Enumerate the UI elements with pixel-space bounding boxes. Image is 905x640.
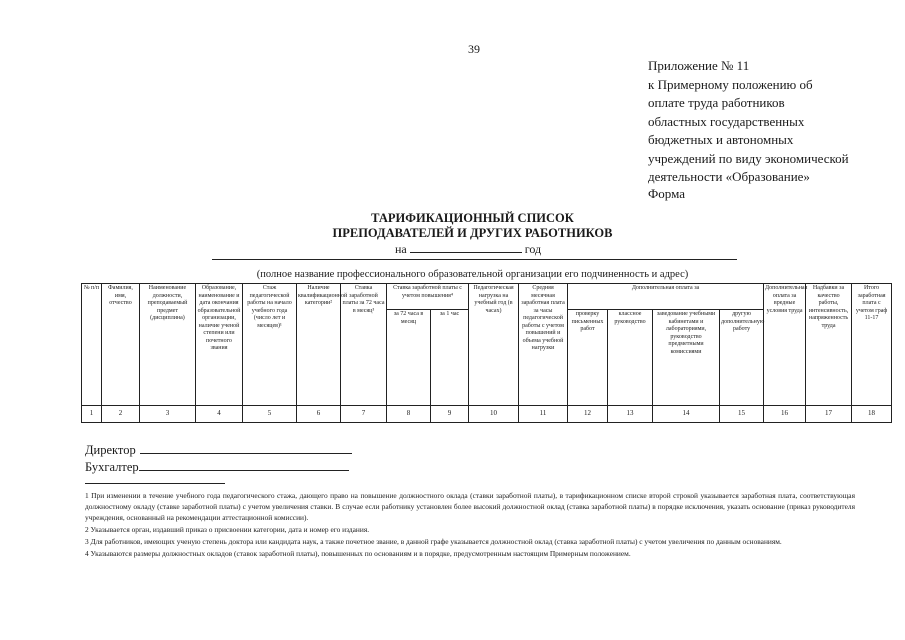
year-field	[395, 242, 541, 257]
header-col-9: за 1 час	[431, 310, 469, 406]
column-number: 6	[297, 406, 341, 423]
appendix-line: учреждений по виду экономической	[648, 150, 849, 166]
column-number: 10	[469, 406, 519, 423]
header-col-1: № п/п	[82, 284, 102, 406]
column-number: 14	[653, 406, 720, 423]
column-number: 5	[243, 406, 297, 423]
header-col-7: Ставка заработной платы за 72 часа в месяц³	[341, 284, 387, 406]
appendix-line: Приложение № 11	[648, 58, 750, 73]
header-col-14: заведование учебными кабинетами и лабораториями, руководство предметными комиссиями	[653, 310, 720, 406]
director-label: Директор	[85, 443, 136, 457]
header-col-2: Фамилия, имя, отчество	[102, 284, 140, 406]
header-col-6: Наличие квалификационной категории²	[297, 284, 341, 406]
header-col-3: Наименование должности, преподаваемый предмет (дисциплина)	[140, 284, 196, 406]
header-col-18: Итого заработная плата с учетом граф 11-17	[852, 284, 892, 406]
column-number: 16	[764, 406, 806, 423]
form-label: Форма	[648, 186, 685, 201]
appendix-line: оплате труда работников	[648, 95, 785, 110]
year-prefix: на	[395, 242, 407, 256]
header-col-11: Средняя месячная заработная плата за часы педагогической работы с учетом повышений и объема учебной нагрузки	[519, 284, 568, 406]
column-number: 3	[140, 406, 196, 423]
column-number: 12	[568, 406, 608, 423]
org-name-line	[212, 259, 737, 260]
footnotes	[85, 490, 855, 559]
footnote-1: 1 При изменении в течение учебного года педагогического стажа, дающего право на повышение должностного оклада (ставки заработной платы), в тарификационном списке второй строкой указывается заработная плата, соответствующая должностному окладу (ставке заработной платы) с учетом увеличения ставки. В случае если работнику установлен более высокий должностной оклад (ставка заработной платы) в порядке исключения, указать основание (приказ руководителя учреждения, основанный на рекомендации аттестационной комиссии).	[85, 491, 855, 523]
accountant-signature-line	[139, 459, 349, 471]
header-col-8-9-group: Ставка заработной платы с учетом повышения⁴	[387, 284, 469, 310]
column-number: 11	[519, 406, 568, 423]
column-number: 8	[387, 406, 431, 423]
column-number: 7	[341, 406, 387, 423]
appendix-line: деятельности «Образование»	[648, 169, 810, 184]
page-number: 39	[468, 42, 480, 56]
column-number: 15	[720, 406, 764, 423]
appendix-line: бюджетных и автономных	[648, 132, 794, 147]
director-signature-row	[85, 442, 352, 459]
footnote-2: 2 Указывается орган, издавший приказ о присвоении категории, дата и номер его издания.	[85, 525, 370, 535]
header-col-5: Стаж педагогической работы на начало учебного года (число лет и месяцев)¹	[243, 284, 297, 406]
signature-block	[85, 442, 352, 476]
appendix-heading	[648, 57, 898, 187]
document-title-line1: ТАРИФИКАЦИОННЫЙ СПИСОК	[371, 211, 574, 225]
column-number: 2	[102, 406, 140, 423]
accountant-label: Бухгалтер	[85, 460, 139, 474]
column-number: 9	[431, 406, 469, 423]
column-number: 13	[608, 406, 653, 423]
header-col-12: проверку письменных работ	[568, 310, 608, 406]
header-col-12-15-group: Дополнительная оплата за	[568, 284, 764, 310]
header-col-10: Педагогическая нагрузка на учебный год (в часах)	[469, 284, 519, 406]
header-col-13: классное руководство	[608, 310, 653, 406]
footnote-separator	[85, 483, 225, 484]
header-col-15: другую дополнительную работу	[720, 310, 764, 406]
header-col-17: Надбавки за качество работы, интенсивность, напряженность труда	[806, 284, 852, 406]
accountant-signature-row	[85, 459, 352, 476]
document-title-line2: ПРЕПОДАВАТЕЛЕЙ И ДРУГИХ РАБОТНИКОВ	[332, 226, 613, 240]
column-number-row	[82, 406, 892, 423]
org-name-caption: (полное название профессионального образовательной организации его подчиненность и адрес)	[256, 269, 689, 280]
header-col-16: Дополнительная оплата за вредные условия труда	[764, 284, 806, 406]
footnote-3: 3 Для работников, имеющих ученую степень доктора или кандидата наук, а также почетное звание, в данной графе указывается должностной оклад (ставка заработной платы) с учетом увеличения по данным основаниям.	[85, 536, 782, 546]
header-col-4: Образование, наименование и дата окончания образовательной организации, наличие ученой степени или почетного звания	[196, 284, 243, 406]
year-blank	[410, 242, 522, 253]
appendix-line: к Примерному положению об	[648, 76, 813, 92]
footnote-4: 4 Указываются размеры должностных окладов (ставок заработной платы), повышенных по основаниям и в порядке, предусмотренным настоящим Примерным положением.	[85, 548, 631, 558]
column-number: 18	[852, 406, 892, 423]
header-col-8: за 72 часа в месяц	[387, 310, 431, 406]
year-suffix: год	[524, 242, 542, 256]
director-signature-line	[140, 442, 352, 454]
appendix-line: областных государственных	[648, 113, 805, 129]
column-number: 4	[196, 406, 243, 423]
column-number: 17	[806, 406, 852, 423]
tarification-table	[81, 283, 892, 423]
column-number: 1	[82, 406, 102, 423]
